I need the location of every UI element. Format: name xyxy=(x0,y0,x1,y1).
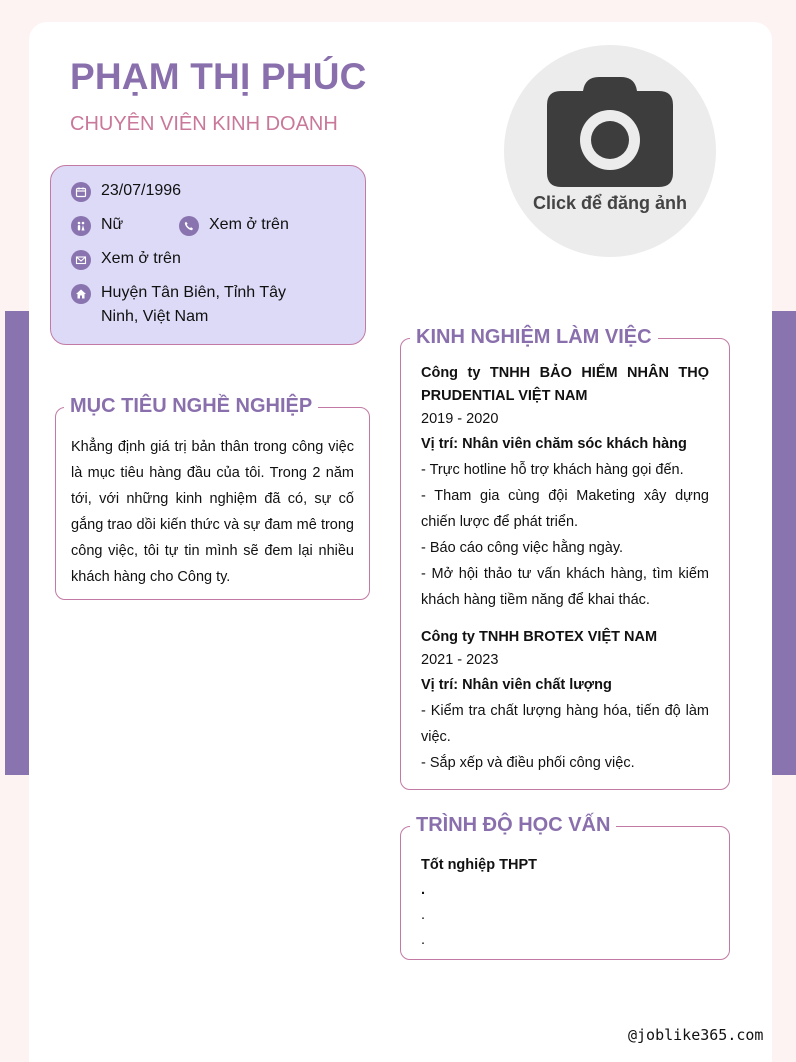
education-title: TRÌNH ĐỘ HỌC VẤN xyxy=(410,814,616,837)
home-icon xyxy=(71,284,91,304)
job-position: Vị trí: Nhân viên chăm sóc khách hàng xyxy=(421,436,687,452)
job-period: 2019 - 2020 xyxy=(421,411,499,427)
phone-icon xyxy=(179,216,199,236)
candidate-name: PHẠM THỊ PHÚC xyxy=(70,56,367,97)
experience-title: KINH NGHIỆM LÀM VIỆC xyxy=(410,326,658,349)
job-task: - Sắp xếp và điều phối công việc. xyxy=(421,755,635,771)
info-birthday xyxy=(71,182,181,202)
objective-section xyxy=(55,395,370,600)
job-task: - Tham gia cùng đội Maketing xây dựng chiến lược để phát triển. xyxy=(421,488,709,530)
photo-upload-label: Click để đăng ảnh xyxy=(532,193,688,213)
job-company: Công ty TNHH BROTEX VIỆT NAM xyxy=(421,629,658,645)
job-entry[interactable] xyxy=(421,626,709,776)
education-body[interactable] xyxy=(421,853,709,953)
info-gender xyxy=(71,216,123,236)
job-task: - Mở hội thảo tư vấn khách hàng, tìm kiếm khách hàng tiềm năng để khai thác. xyxy=(421,566,709,608)
education-section xyxy=(400,814,730,960)
experience-body xyxy=(421,362,709,776)
job-position: Vị trí: Nhân viên chất lượng xyxy=(421,677,612,693)
info-email xyxy=(71,250,181,270)
job-task: - Trực hotline hỗ trợ khách hàng gọi đến. xyxy=(421,462,684,478)
education-line: . xyxy=(421,907,426,923)
birthday-value[interactable]: 23/07/1996 xyxy=(101,182,182,199)
job-task: - Báo cáo công việc hằng ngày. xyxy=(421,540,624,556)
address-value[interactable]: Huyện Tân Biên, Tỉnh Tây Ninh, Việt Nam xyxy=(101,284,286,325)
gender-icon xyxy=(71,216,91,236)
job-company: Công ty TNHH BẢO HIỂM NHÂN THỌ PRUDENTIAL VIỆT NAM xyxy=(421,365,709,404)
right-side-band xyxy=(772,311,796,775)
job-period: 2021 - 2023 xyxy=(421,652,499,668)
gender-value[interactable]: Nữ xyxy=(101,216,124,233)
job-title: CHUYÊN VIÊN KINH DOANH xyxy=(70,113,338,135)
objective-title: MỤC TIÊU NGHỀ NGHIỆP xyxy=(64,395,318,418)
personal-info-box xyxy=(50,165,366,345)
objective-text[interactable]: Khẳng định giá trị bản thân trong công việc là mục tiêu hàng đầu của tôi. Trong 2 năm tới, với những kinh nghiệm đã có, sự cố gắng trao dồi kiến thức và sự đam mê trong công việc, tôi tự tin mình sẽ đem lại nhiều khách hàng cho Công ty. xyxy=(71,439,354,585)
phone-value[interactable]: Xem ở trên xyxy=(209,216,289,233)
watermark: @joblike365.com xyxy=(628,1026,764,1044)
education-school: Tốt nghiệp THPT xyxy=(421,857,537,873)
info-phone xyxy=(179,216,289,236)
mail-icon xyxy=(71,250,91,270)
email-value[interactable]: Xem ở trên xyxy=(101,250,181,267)
calendar-icon xyxy=(71,182,91,202)
photo-upload[interactable] xyxy=(504,45,716,257)
experience-section xyxy=(400,326,730,790)
job-task: - Kiểm tra chất lượng hàng hóa, tiến độ làm việc. xyxy=(421,703,709,745)
camera-icon xyxy=(547,77,673,187)
education-line: . xyxy=(421,882,426,898)
info-address xyxy=(71,281,311,329)
education-line: . xyxy=(421,932,426,948)
job-entry[interactable] xyxy=(421,362,709,613)
left-side-band xyxy=(5,311,29,775)
